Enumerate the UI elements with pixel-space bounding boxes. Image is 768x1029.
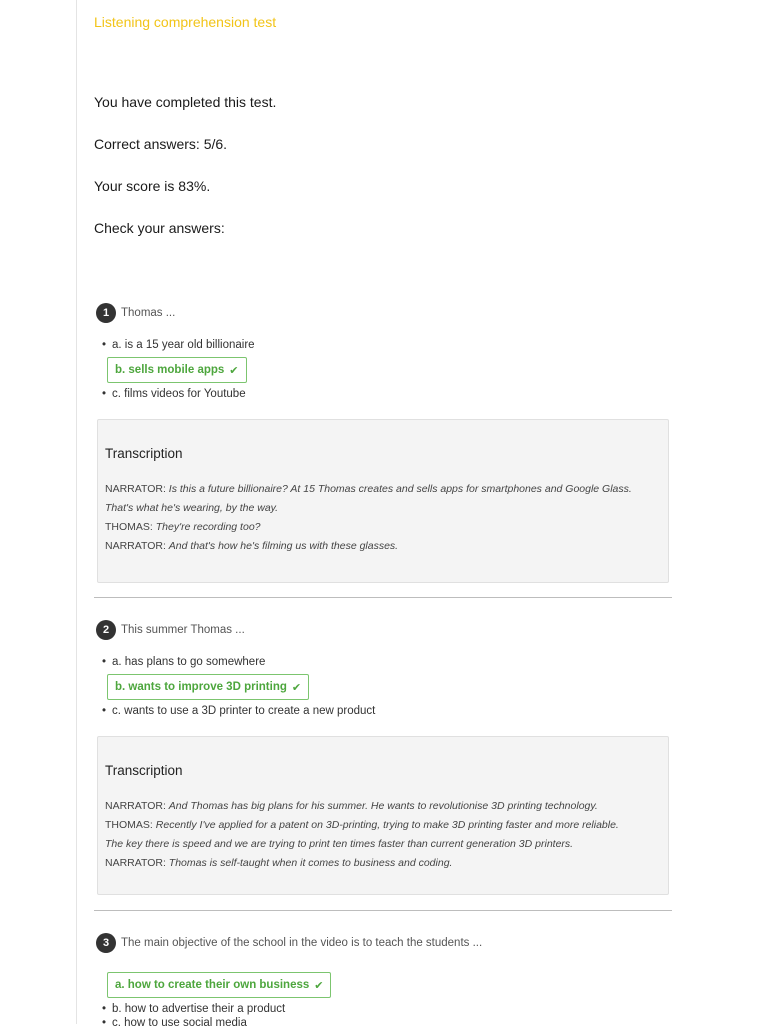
option-label: b. how to advertise their a product <box>112 1003 286 1015</box>
spoken-text: The key there is speed and we are trying to print ten times faster than current generation 3D printers. <box>105 838 574 850</box>
transcription-line <box>105 499 661 518</box>
check-icon: ✔ <box>291 681 302 694</box>
question-2-header <box>96 620 245 640</box>
transcription-panel <box>97 736 669 895</box>
test-title: Listening comprehension test <box>94 14 277 30</box>
correct-answer-option <box>107 972 331 998</box>
question-number-badge: 1 <box>96 303 116 323</box>
spoken-text: And Thomas has big plans for his summer. He wants to revolutionise 3D printing technology. <box>168 800 598 812</box>
spoken-text: That's what he's wearing, by the way. <box>105 502 279 514</box>
speaker-label: NARRATOR: <box>105 800 166 812</box>
option-label: a. is a 15 year old billionaire <box>112 339 255 351</box>
correct-answer-option <box>107 357 247 383</box>
answer-option <box>102 705 375 717</box>
question-prompt: Thomas ... <box>121 307 176 319</box>
transcription-line <box>105 816 661 835</box>
question-divider <box>94 597 672 598</box>
speaker-label: THOMAS: <box>105 521 153 533</box>
correct-answers-count: Correct answers: 5/6. <box>94 136 228 152</box>
spoken-text: Recently I've applied for a patent on 3D-printing, trying to make 3D printing faster and more reliable. <box>155 819 619 831</box>
bullet: • <box>102 705 107 717</box>
question-3-header <box>96 933 482 953</box>
check-icon: ✔ <box>229 364 239 377</box>
bullet: • <box>102 656 107 668</box>
option-label: c. wants to use a 3D printer to create a new product <box>112 705 376 717</box>
speaker-label: NARRATOR: <box>105 857 166 869</box>
speaker-label: THOMAS: <box>105 819 153 831</box>
bullet: • <box>102 339 107 351</box>
speaker-label: NARRATOR: <box>105 483 166 495</box>
option-label: b. wants to improve 3D printing <box>115 681 287 693</box>
bullet: • <box>102 1017 107 1029</box>
transcription-line <box>105 537 661 556</box>
answer-option <box>102 1017 247 1029</box>
question-1-header <box>96 303 175 323</box>
check-icon: ✔ <box>314 979 324 992</box>
option-label: c. films videos for Youtube <box>112 388 246 400</box>
option-label: a. has plans to go somewhere <box>112 656 266 668</box>
transcription-heading: Transcription <box>105 446 183 461</box>
transcription-line <box>105 835 661 854</box>
question-prompt: This summer Thomas ... <box>121 624 245 636</box>
answer-option <box>102 339 255 351</box>
correct-answer-option <box>107 674 309 700</box>
transcription-panel <box>97 419 669 583</box>
option-label: c. how to use social media <box>112 1017 247 1029</box>
page-left-rule <box>76 0 77 1024</box>
answer-option <box>102 1003 285 1015</box>
transcription-line <box>105 854 661 873</box>
spoken-text: Is this a future billionaire? At 15 Thomas creates and sells apps for smartphones and Google Glass. <box>168 483 632 495</box>
check-answers-label: Check your answers: <box>94 220 225 236</box>
transcription-line <box>105 518 661 537</box>
transcription-line <box>105 797 661 816</box>
transcription-heading: Transcription <box>105 763 183 778</box>
speaker-label: NARRATOR: <box>105 540 166 552</box>
question-prompt: The main objective of the school in the video is to teach the students ... <box>121 937 483 949</box>
question-number-badge: 2 <box>96 620 116 640</box>
score-message: Your score is 83%. <box>94 178 211 194</box>
answer-option <box>102 388 246 400</box>
spoken-text: Thomas is self-taught when it comes to business and coding. <box>168 857 453 869</box>
bullet: • <box>102 388 107 400</box>
answer-option <box>102 656 265 668</box>
option-label: a. how to create their own business <box>115 979 310 991</box>
transcription-line <box>105 480 661 499</box>
question-divider <box>94 910 672 911</box>
option-label: b. sells mobile apps <box>115 364 225 376</box>
spoken-text: They're recording too? <box>155 521 261 533</box>
spoken-text: And that's how he's filming us with these glasses. <box>168 540 399 552</box>
question-number-badge: 3 <box>96 933 116 953</box>
completed-message: You have completed this test. <box>94 94 277 110</box>
bullet: • <box>102 1003 107 1015</box>
